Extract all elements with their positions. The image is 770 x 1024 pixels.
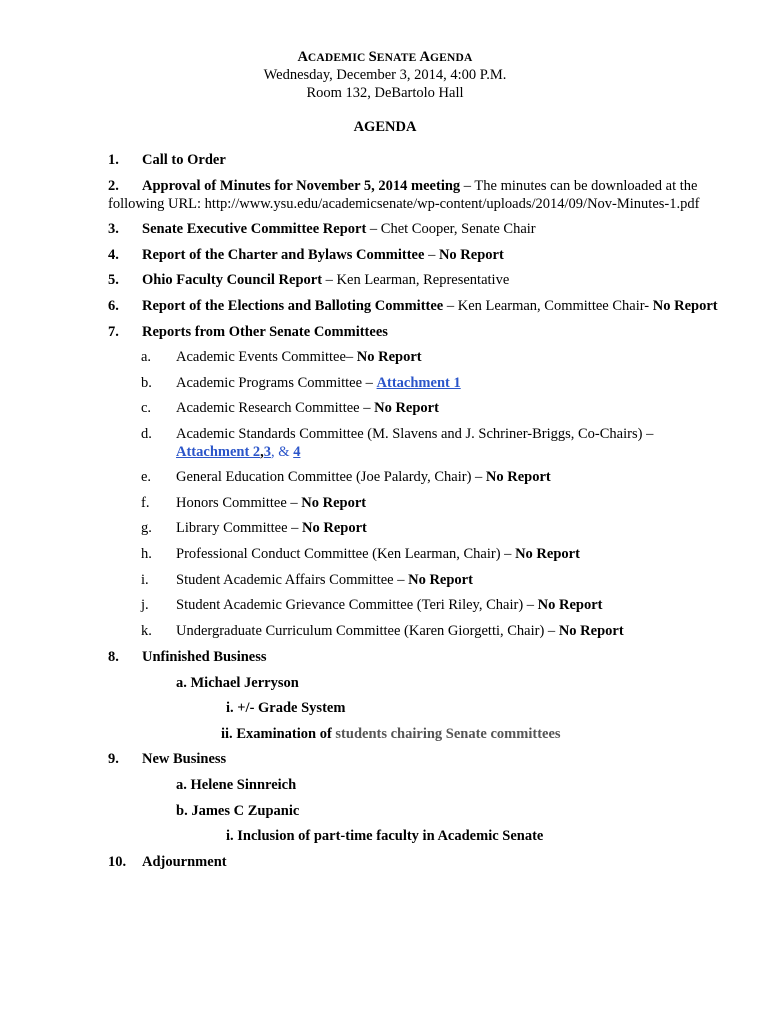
agenda-page: ACADEMIC SENATE AGENDA Wednesday, December 3, 2014, 4:00 P.M. Room 132, DeBartolo Hall AGENDA 1. Call to Order 2. Approval of Minutes for November 5, 2014 meeting – The minutes can be downloaded at the following URL: http://www.ysu.edu/academicsenate/wp-content/uploads/2014/09/Nov-Minutes-1.pdf 3. Senate Executive Committee Report – Chet Cooper, Senate Chair 4. Report of the Charter and Bylaws Committee – No Report 5. Ohio Faculty Council Report – Ken Learman, Representative 6. Report of the Elections and Balloting Committee – Ken Learman, Committee Chair- No Report 7. Reports from Other Senate Committees a. Academic Events Committee– No Report b. Academic Programs Committee – Attachment 1 c. Academic Research Committee – No Report d. Academic Standards Committee (M. Slavens and J. Schriner-Briggs, Co-Chairs) – Attachment 2,3, & 4 e. General Education Committee (Joe Palardy, Chair) – No Report f. Honors Committee – No Report g. Library Committee – No Report h. Professional Conduct Committee (Ken Learman, Chair) – No Report i. Student Academic Affairs Committee – No Report j. Student Academic Grievance Committee (Teri Riley, Chair) – No Report k. Undergraduate Curriculum Committee (Karen Giorgetti, Chair) – No Report 8. Unfinished Business a. Michael Jerryson i. +/- Grade System ii. Examination of students chairing Senate committees 9. New Business a. Helene Sinnreich b. James C Zupanic i. Inclusion of part-time faculty in Academic Senate 10. Adjournment xyxy=(0,0,770,1024)
unfinished-sub-a: a. Michael Jerryson xyxy=(176,675,299,691)
attachment-1-link[interactable]: Attachment 1 xyxy=(376,375,461,391)
attachment-4-link[interactable]: 4 xyxy=(293,444,301,460)
new-business-sub-i: i. Inclusion of part-time faculty in Academic Senate xyxy=(226,828,544,844)
minutes-url[interactable]: following URL: http://www.ysu.edu/academicsenate/wp-content/uploads/2014/09/Nov-Minutes-1.pdf xyxy=(108,196,700,212)
attachment-3-link[interactable]: 3 xyxy=(263,444,272,460)
document-title: ACADEMIC SENATE AGENDA xyxy=(297,49,473,65)
agenda-heading: AGENDA xyxy=(353,119,417,135)
attachment-2-link[interactable]: Attachment 2 xyxy=(176,444,261,460)
new-business-sub-b: b. James C Zupanic xyxy=(176,803,300,819)
attachments-line: Attachment 2,3, & 4 xyxy=(176,444,301,460)
unfinished-sub-ii: ii. Examination of students chairing Senate committees xyxy=(221,726,561,742)
meeting-date: Wednesday, December 3, 2014, 4:00 P.M. xyxy=(263,67,507,83)
meeting-room: Room 132, DeBartolo Hall xyxy=(306,85,464,101)
unfinished-sub-i: i. +/- Grade System xyxy=(226,700,346,716)
new-business-sub-a: a. Helene Sinnreich xyxy=(176,777,297,793)
